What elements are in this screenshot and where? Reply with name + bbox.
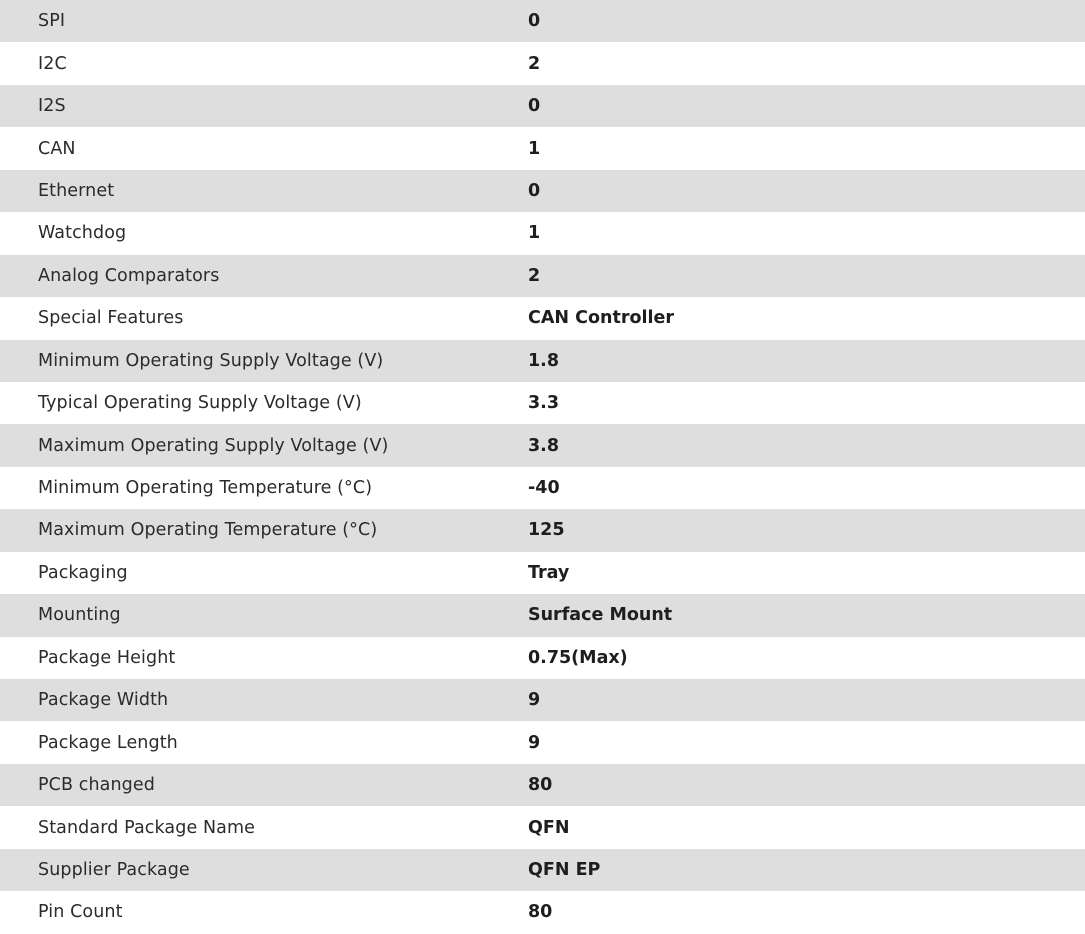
spec-row-min-temperature	[0, 467, 1085, 509]
spec-value: 9	[528, 690, 541, 711]
spec-value: 1	[528, 223, 541, 244]
spec-row-typ-supply-voltage	[0, 382, 1085, 424]
spec-row-standard-package-name	[0, 806, 1085, 848]
spec-value: 80	[528, 775, 553, 796]
spec-value: 80	[528, 902, 553, 923]
spec-value: 3.8	[528, 435, 560, 456]
spec-value: 3.3	[528, 393, 560, 414]
spec-row-special-features	[0, 297, 1085, 339]
spec-value: 125	[528, 520, 565, 541]
spec-name: Minimum Operating Temperature (°C)	[38, 478, 373, 499]
spec-row-spi	[0, 0, 1085, 42]
spec-row-supplier-package	[0, 849, 1085, 891]
spec-name: Standard Package Name	[38, 817, 256, 838]
spec-value: Surface Mount	[528, 605, 673, 626]
spec-value: Tray	[528, 562, 570, 583]
spec-name: Mounting	[38, 605, 121, 626]
spec-row-max-temperature	[0, 509, 1085, 551]
spec-value: 2	[528, 265, 541, 286]
spec-row-ethernet	[0, 170, 1085, 212]
spec-row-max-supply-voltage	[0, 424, 1085, 466]
spec-name: Minimum Operating Supply Voltage (V)	[38, 350, 384, 371]
spec-name: Special Features	[38, 308, 184, 329]
spec-name: Pin Count	[38, 902, 123, 923]
spec-row-can	[0, 127, 1085, 169]
spec-value: QFN	[528, 817, 570, 838]
spec-name: Packaging	[38, 562, 128, 583]
spec-value: 2	[528, 53, 541, 74]
spec-name: Analog Comparators	[38, 265, 220, 286]
spec-name: Package Height	[38, 647, 176, 668]
spec-row-package-length	[0, 721, 1085, 763]
spec-name: PCB changed	[38, 775, 155, 796]
spec-row-i2c	[0, 42, 1085, 84]
spec-name: CAN	[38, 138, 76, 159]
spec-value: 1.8	[528, 350, 560, 371]
spec-row-min-supply-voltage	[0, 340, 1085, 382]
spec-name: Supplier Package	[38, 859, 190, 880]
spec-value: 0.75(Max)	[528, 647, 628, 668]
spec-name: Typical Operating Supply Voltage (V)	[38, 393, 362, 414]
spec-row-analog-comparators	[0, 255, 1085, 297]
spec-row-pin-count	[0, 891, 1085, 933]
spec-name: SPI	[38, 11, 66, 32]
spec-value: 0	[528, 96, 541, 117]
spec-row-package-width	[0, 679, 1085, 721]
spec-value: 1	[528, 138, 541, 159]
spec-value: 9	[528, 732, 541, 753]
spec-row-packaging	[0, 552, 1085, 594]
spec-name: Ethernet	[38, 180, 115, 201]
spec-name: I2S	[38, 96, 66, 117]
spec-row-watchdog	[0, 212, 1085, 254]
spec-value: CAN Controller	[528, 308, 674, 329]
spec-name: Package Width	[38, 690, 169, 711]
spec-value: QFN EP	[528, 859, 601, 880]
spec-value: 0	[528, 180, 541, 201]
spec-value: 0	[528, 11, 541, 32]
spec-name: Maximum Operating Supply Voltage (V)	[38, 435, 389, 456]
spec-name: I2C	[38, 53, 67, 74]
spec-row-mounting	[0, 594, 1085, 636]
spec-value: -40	[528, 478, 560, 499]
spec-row-i2s	[0, 85, 1085, 127]
spec-row-pcb-changed	[0, 764, 1085, 806]
spec-name: Watchdog	[38, 223, 127, 244]
spec-row-package-height	[0, 637, 1085, 679]
spec-name: Maximum Operating Temperature (°C)	[38, 520, 378, 541]
spec-name: Package Length	[38, 732, 178, 753]
